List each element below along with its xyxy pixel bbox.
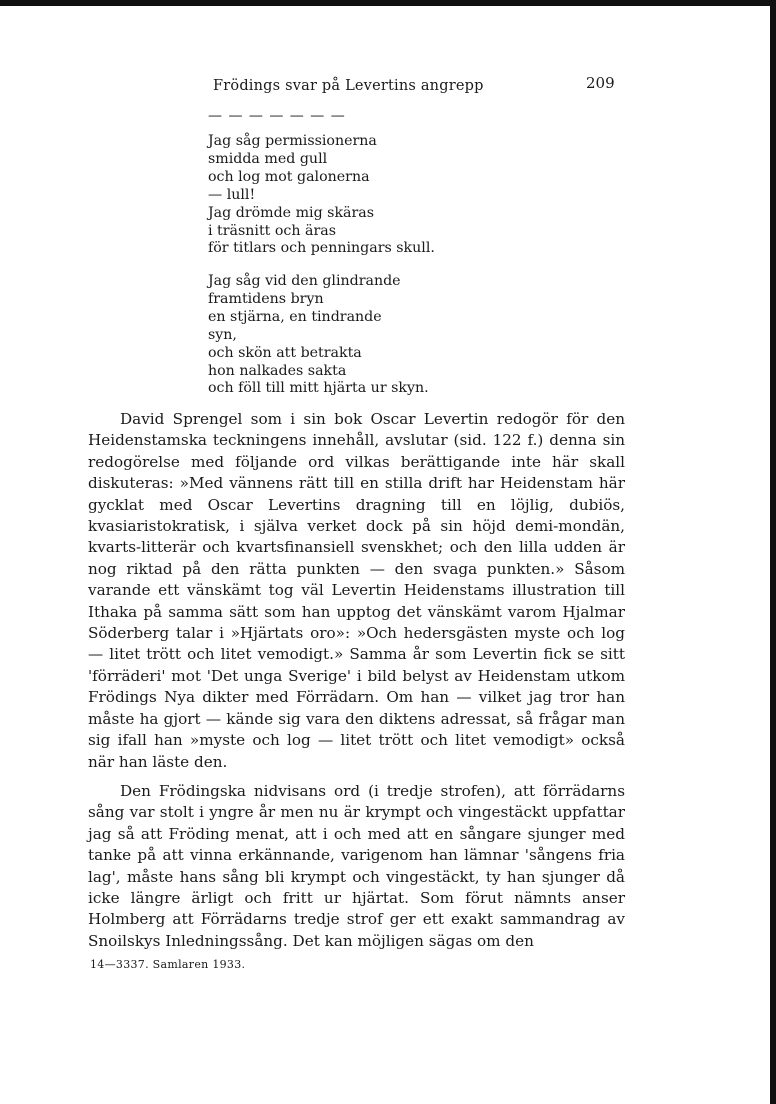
poem-line: hon nalkades sakta (208, 362, 347, 379)
body-paragraph-2: Den Frödingska nidvisans ord (i tredje strofen), att förrädarns sång var stolt i yngre år men nu är krympt och vingestäckt uppfattar jag så att Fröding menat, att i och med att en sångare sjunger med tanke på att vinna erkännande, varigenom han lämnar 'sångens fria lag', måste hans sång bli krympt och vingestäckt, ty han sjunger då icke längre ärligt och fritt ur hjärtat. Som förut nämnts anser Holmberg att Förrädarns tredje strof ger ett exakt sammandrag av Snoilskys Inledningssång. Det kan möjligen sägas om den (88, 782, 625, 950)
poem-line: framtidens bryn (208, 290, 324, 307)
poem-line: och skön att betrakta (208, 344, 362, 361)
poem-line: syn, (208, 326, 237, 343)
poem-line: för titlars och penningars skull. (208, 240, 435, 257)
poem-line: Jag drömde mig skäras (208, 204, 375, 221)
page-number: 209 (586, 74, 615, 92)
poem-line: smidda med gull (208, 150, 328, 167)
poem-stanza-2 (208, 273, 429, 398)
scan-edge-right (770, 0, 776, 1104)
poem-line: — lull! (208, 186, 256, 203)
poem-line: en stjärna, en tindrande (208, 308, 382, 325)
poem-line: i träsnitt och äras (208, 222, 336, 239)
poem-dashes: — — — — — — — (208, 108, 346, 124)
poem-line: och föll till mitt hjärta ur skyn. (208, 380, 429, 397)
poem-line: Jag såg vid den glindrande (208, 273, 401, 289)
running-head: Frödings svar på Levertins angrepp (213, 78, 484, 94)
footer-signature: 14—3337. Samlaren 1933. (90, 958, 246, 971)
poem-line: och log mot galonerna (208, 168, 370, 185)
body-paragraph-1: David Sprengel som i sin bok Oscar Levertin redogör för den Heidenstamska teckningens innehåll, avslutar (sid. 122 f.) denna sin redogörelse med följande ord vilkas berättigande inte här skall diskuteras: »Med vännens rätt till en stilla drift har Heidenstam här gycklat med Oscar Levertins dragning till en löjlig, dubiös, kvasiaristokratisk, i själva verket dock på sin höjd demi-mondän, kvarts-litterär och kvartsfinansiell svenskhet; och den lilla udden är nog riktad på den rätta punkten — den svaga punkten.» Såsom varande ett vänskämt tog väl Levertin Heidenstams illustration till Ithaka på samma sätt som han upptog det vänskämt varom Hjalmar Söderberg talar i »Hjärtats oro»: »Och hedersgästen myste och log — litet trött och litet vemodigt.» Samma år som Levertin fick se sitt 'förräderi' mot 'Det unga Sverige' i bild belyst av Heidenstam utkom Frödings Nya dikter med Förrädarn. Om han — vilket jag tror han måste ha gjort — kände sig vara den diktens adressat, så frågar man sig ifall han »myste och log — litet trött och litet vemodigt» också när han läste den. (88, 410, 625, 771)
poem-line: Jag såg permissionerna (208, 133, 377, 149)
poem-stanza-1 (208, 133, 435, 258)
scan-edge-top (0, 0, 776, 6)
